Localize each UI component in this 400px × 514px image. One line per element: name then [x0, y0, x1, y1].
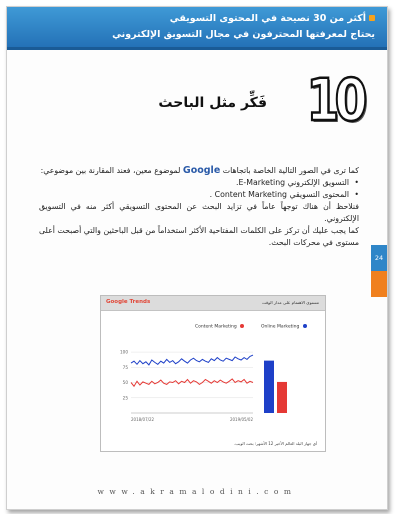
y-tick-label: 75 — [122, 364, 128, 370]
chart-footnote: أي جهاز البلد العالم الأخير 12 الأشهر؛ بحث الويب. — [234, 441, 317, 446]
google-word: Google — [182, 165, 221, 176]
chart-plot — [101, 338, 325, 448]
average-bar-online-marketing — [264, 361, 274, 413]
footer-url: www.akramalodini.com — [97, 487, 297, 496]
section-number: 10 — [306, 66, 363, 134]
bullet-item-2: • المحتوى التسويقي Content Marketing . — [39, 189, 359, 201]
page-number-tab: 24 — [371, 245, 387, 271]
paragraph-3: كما يجب عليك أن تركز على الكلمات المفتاحية الأكثر استخداماً من قبل الباحثين والتي أصبحت أعلى مستوى في محركات البحث. — [39, 226, 359, 247]
page-header — [7, 7, 387, 50]
paragraph-1: كما ترى في الصور التالية الخاصة باتجاهات Google لموضوع معين، فعند المقارنة بين موضوعي: — [40, 165, 359, 176]
average-bar-content-marketing — [277, 382, 287, 413]
document-page — [6, 6, 388, 510]
legend-online-marketing: Online Marketing — [261, 324, 307, 330]
y-tick-label: 50 — [122, 380, 128, 386]
bullet-square-icon — [369, 15, 375, 21]
x-tick-label-start: 2018/07/22 — [131, 417, 155, 422]
y-tick-label: 100 — [120, 349, 128, 355]
google-trends-logo: Google Trends — [106, 299, 151, 305]
trends-chart — [100, 295, 326, 452]
section-title: فَكِّر مثل الباحث — [158, 95, 267, 111]
header-line-1: أكثر من 30 نصيحة في المحتوى التسويقي — [169, 13, 366, 24]
chart-topbar — [101, 296, 325, 311]
body-text — [39, 165, 359, 249]
series-line-online-marketing — [131, 355, 253, 365]
legend-dot-icon — [240, 324, 244, 328]
chart-title: مستوى الاهتمام على مدار الوقت — [261, 300, 319, 305]
legend-content-marketing: Content Marketing — [195, 324, 244, 330]
paragraph-2: فنلاحظ أن هناك توجهاً عاماً في تزايد البحث عن المحتوى التسويقي أكثر منه في التسويق الإلكتروني. — [39, 202, 359, 223]
legend-dot-icon — [303, 324, 307, 328]
side-accent-tab — [371, 271, 387, 297]
chart-legend — [101, 324, 325, 334]
bullet-item-1: • التسويق الإلكتروني E-Marketing. — [39, 177, 359, 189]
x-tick-label-end: 2019/05/02 — [229, 417, 253, 422]
header-line-2: يحتاج لمعرفتها المحترفون في مجال التسويق الإلكتروني — [112, 29, 375, 40]
y-tick-label: 25 — [122, 395, 128, 401]
